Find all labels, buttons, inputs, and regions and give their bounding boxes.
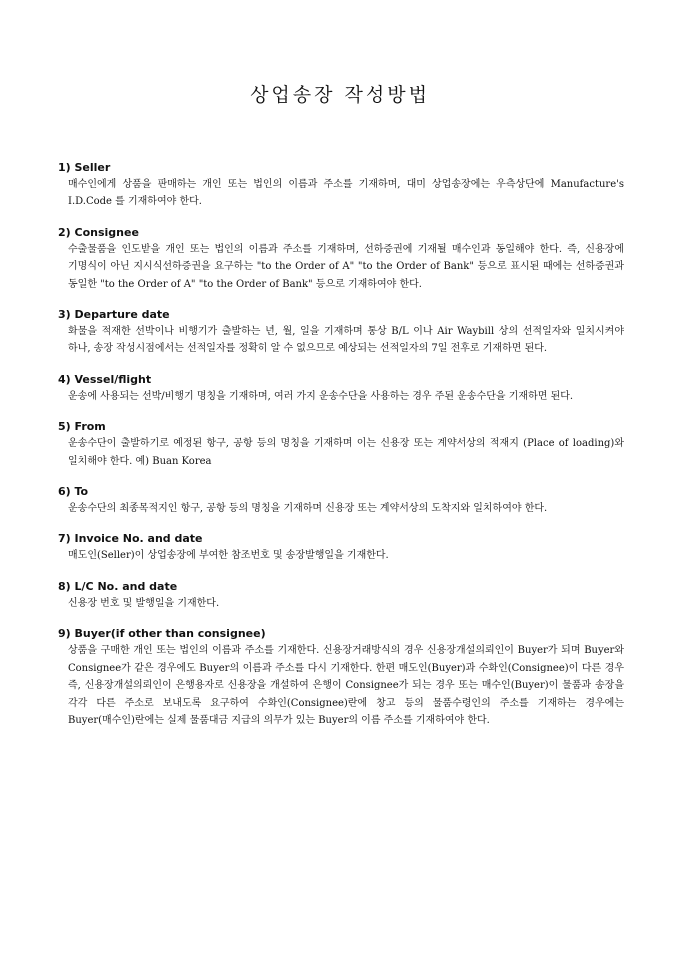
section-seller xyxy=(58,160,624,211)
section-consignee xyxy=(58,225,624,293)
section-heading: 1) Seller xyxy=(58,161,111,174)
section-vessel-flight xyxy=(58,372,624,405)
section-from xyxy=(58,419,624,470)
section-invoice-no-date xyxy=(58,531,624,564)
document-title: 상업송장 작성방법 xyxy=(250,84,430,106)
section-heading: 8) L/C No. and date xyxy=(58,579,178,593)
section-body: 매도인(Seller)이 상업송장에 부여한 참조번호 및 송장발행일을 기재한다. xyxy=(68,550,389,562)
section-heading: 4) Vessel/flight xyxy=(58,372,152,386)
section-body: 신용장 번호 및 발행일을 기재한다. xyxy=(68,597,220,609)
section-body: 매수인에게 상품을 판매하는 개인 또는 법인의 이름과 주소를 기재하며, 대미 상업송장에는 우측상단에 Manufacture's I.D.Code 를 기재하여야 한다. xyxy=(68,179,624,208)
section-departure-date xyxy=(58,307,624,358)
section-heading: 2) Consignee xyxy=(58,225,139,239)
section-heading: 9) Buyer(if other than consignee) xyxy=(58,627,266,641)
section-heading: 7) Invoice No. and date xyxy=(58,532,203,546)
section-to xyxy=(58,484,624,517)
section-lc-no-date xyxy=(58,579,624,612)
section-body: 운송에 사용되는 선박/비행기 명칭을 기재하며, 여러 가지 운송수단을 사용하는 경우 주된 운송수단을 기재하면 된다. xyxy=(68,390,574,402)
section-body: 운송수단이 출발하기로 예정된 항구, 공항 등의 명칭을 기재하며 이는 신용장 또는 계약서상의 적재지 (Place of loading)와 일치해야 한다. 예) Buan Korea xyxy=(68,438,624,467)
section-buyer xyxy=(58,626,624,729)
section-body: 화물을 적재한 선박이나 비행기가 출발하는 년, 월, 일을 기재하며 통상 B/L 이나 Air Waybill 상의 선적일자와 일치시켜야 하나, 송장 작성시점에서는 선적일자를 정확히 알 수 없으므로 예상되는 선적일자의 7일 전후로 기재하면 된다. xyxy=(68,326,624,355)
section-body: 수출물품을 인도받을 개인 또는 법인의 이름과 주소를 기재하며, 선하증권에 기재될 매수인과 동일해야 한다. 즉, 신용장에 기명식이 아닌 지시식선하증권을 요구하는 "to the Order of A" "to the Order of Bank" 등으로 표시된 때에는 선하증권과 동일한 "to the Order of A" "to the Order of Bank" 등으로 기재하여야 한다. xyxy=(68,243,624,290)
section-list xyxy=(58,160,624,743)
section-body: 상품을 구매한 개인 또는 법인의 이름과 주소를 기재한다. 신용장거래방식의 경우 신용장개설의뢰인이 Buyer가 되며 Buyer와 Consignee가 같은 경우에도 Buyer의 이름과 주소를 다시 기재한다. 한편 매도인(Buyer)과 수화인(Consignee)이 다른 경우 즉, 신용장개설의뢰인이 은행용자로 신용장을 개설하여 은행이 Consignee가 되는 경우 또는 매수인(Buyer)이 물품과 송장을 각각 다른 주소로 보내도록 요구하여 수화인(Consignee)란에 창고 등의 물품수령인의 주소를 기재하는 경우에는 Buyer(매수인)란에는 실제 물품대금 지급의 의무가 있는 Buyer의 이름 주소를 기재하여야 한다. xyxy=(68,645,624,726)
section-heading: 3) Departure date xyxy=(58,308,170,322)
section-body: 운송수단의 최종목적지인 항구, 공항 등의 명칭을 기재하며 신용장 또는 계약서상의 도착지와 일치하여야 한다. xyxy=(68,503,548,515)
section-heading: 5) From xyxy=(58,420,106,434)
section-heading: 6) To xyxy=(58,485,89,499)
